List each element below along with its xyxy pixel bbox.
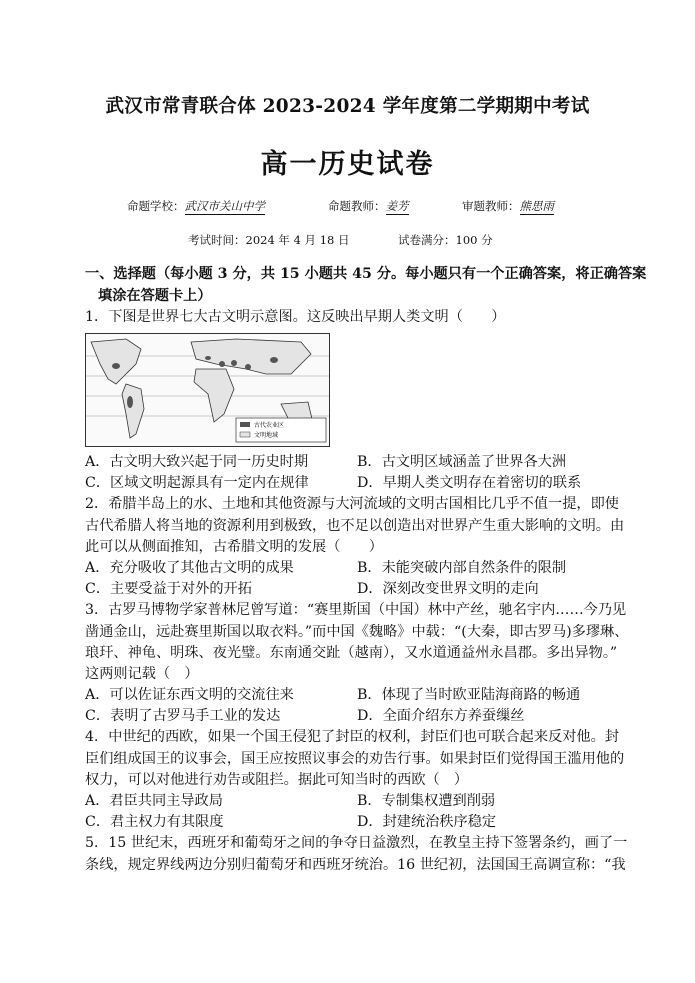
- section-heading-cont: 填涂在答题卡上）: [98, 288, 212, 304]
- map-legend-civ: 文明地域: [254, 432, 279, 439]
- q1-stem: 1．下图是世界七大古文明示意图。这反映出早期人类文明（ ）: [85, 309, 506, 325]
- q2-option-a[interactable]: A．充分吸收了其他古文明的成果: [85, 560, 294, 576]
- q5-stem-line1: 5．15 世纪末，西班牙和葡萄牙之间的争夺日益激烈，在教皇主持下签署条约，画了一: [85, 835, 628, 851]
- q1-option-b[interactable]: B．古文明区域涵盖了世界各大洲: [357, 454, 567, 470]
- q2-option-c[interactable]: C．主要受益于对外的开拓: [85, 581, 252, 597]
- q1-option-d[interactable]: D．早期人类文明存在着密切的联系: [357, 475, 582, 491]
- q2-stem-line1: 2．希腊半岛上的水、土地和其他资源与大河流域的文明古国相比几乎不值一提，即使: [85, 496, 619, 512]
- q3-stem-line2: 凿通金山，远赴赛里斯国以取衣料。”而中国《魏略》中载：“(大秦，即古罗马)多璆琳、: [85, 624, 629, 640]
- exam-subtitle: 高一历史试卷: [260, 149, 435, 180]
- q4-stem-line2: 臣们组成国王的议事会，国王应按照议事会的劝告行事。如果封臣们觉得国王滥用他的: [85, 751, 625, 767]
- q3-stem-line1: 3．古罗马博物学家普林尼曾写道：“赛里斯国（中国）林中产丝，驰名宇内……今乃见: [85, 602, 627, 618]
- q4-option-a[interactable]: A．君臣共同主导政局: [85, 793, 223, 809]
- author-info: [328, 198, 409, 214]
- map-legend-agri: 古代农业区: [254, 422, 285, 429]
- q3-option-d[interactable]: D．全面介绍东方养蚕缫丝: [357, 708, 525, 724]
- school-name: 武汉市关山中学: [184, 199, 265, 213]
- world-civilizations-map: [85, 333, 330, 447]
- exam-time: 考试时间：2024 年 4 月 18 日: [188, 233, 350, 247]
- reviewer-label: 审题教师：: [462, 199, 520, 213]
- q4-option-b[interactable]: B．专制集权遭到削弱: [357, 793, 496, 809]
- exam-score: 试卷满分：100 分: [398, 233, 493, 247]
- exam-title: 武汉市常青联合体 2023-2024 学年度第二学期期中考试: [105, 96, 590, 117]
- reviewer-name: 熊思雨: [519, 199, 554, 213]
- reviewer-info: [462, 198, 554, 214]
- q4-stem-line3: 权力，可以对他进行劝告或阻拦。据此可知当时的西欧（ ）: [85, 772, 469, 788]
- q1-option-a[interactable]: A．古文明大致兴起于同一历史时期: [85, 454, 309, 470]
- q3-option-c[interactable]: C．表明了古罗马手工业的发达: [85, 708, 281, 724]
- q2-stem-line3: 此可以从侧面推知，古希腊文明的发展（ ）: [85, 539, 383, 555]
- q1-option-c[interactable]: C．区域文明起源具有一定内在规律: [85, 475, 309, 491]
- q4-option-d[interactable]: D．封建统治秩序稳定: [357, 814, 497, 830]
- author-label: 命题教师：: [328, 199, 386, 213]
- q5-stem-line2: 条线，规定界线两边分别归葡萄牙和西班牙统治。16 世纪初，法国国王高调宣称：“我: [85, 857, 626, 873]
- school-label: 命题学校：: [127, 199, 185, 213]
- q3-stem-line4: 这两则记载（ ）: [85, 666, 199, 682]
- q3-option-b[interactable]: B．体现了当时欧亚陆海商路的畅通: [357, 687, 581, 703]
- q3-stem-line3: 琅玕、神龟、明珠、夜光璧。东南通交趾（越南），又水道通益州永昌郡。多出异物。”: [85, 645, 618, 661]
- author-name: 姜芳: [385, 199, 409, 213]
- q2-option-b[interactable]: B．未能突破内部自然条件的限制: [357, 560, 567, 576]
- q2-option-d[interactable]: D．深刻改变世界文明的走向: [357, 581, 539, 597]
- q4-stem-line1: 4．中世纪的西欧，如果一个国王侵犯了封臣的权利，封臣们也可联合起来反对他。封: [85, 729, 619, 745]
- school-info: [127, 198, 265, 214]
- q4-option-c[interactable]: C．君主权力有其限度: [85, 814, 224, 830]
- q2-stem-line2: 古代希腊人将当地的资源利用到极致，也不足以创造出对世界产生重大影响的文明。由: [85, 518, 625, 534]
- section-heading: 一、选择题（每小题 3 分，共 15 小题共 45 分。每小题只有一个正确答案，将正确答案: [85, 266, 647, 282]
- q3-option-a[interactable]: A．可以佐证东西文明的交流往来: [85, 687, 294, 703]
